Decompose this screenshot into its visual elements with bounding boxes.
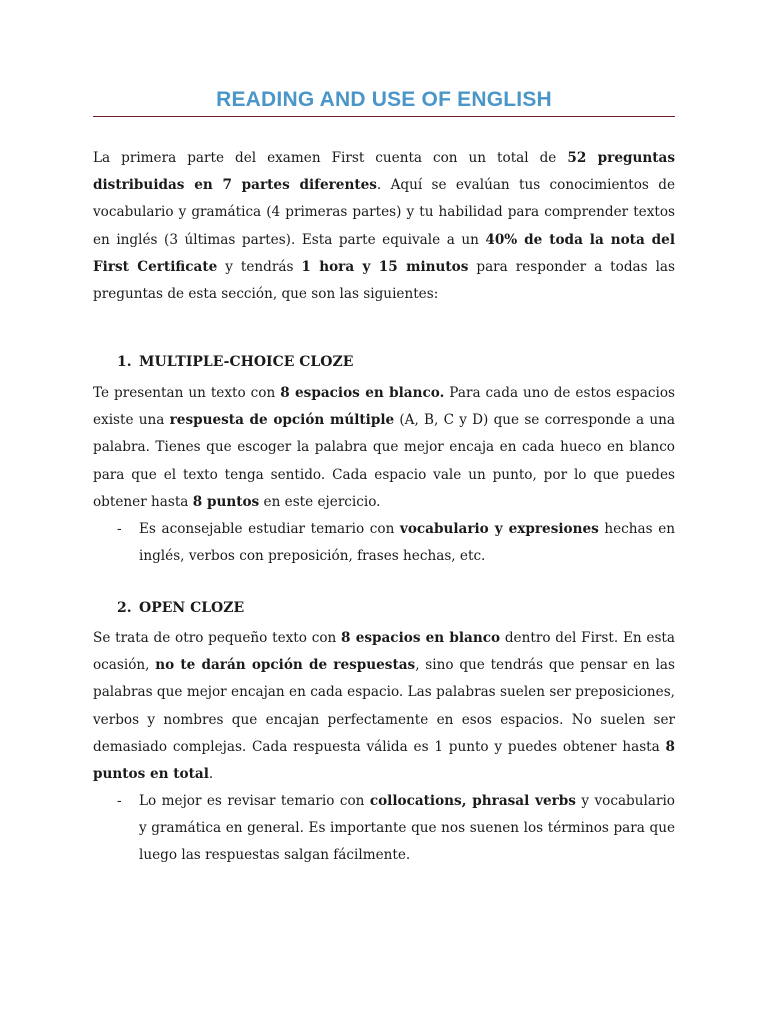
bullet-marker: -: [117, 521, 122, 537]
text-run: , sino que tendrás que pensar en las palabras que mejor encajan en cada espacio. Las palabras suelen ser preposiciones, verbos y nombres que encajan perfectamente en esos espacios. No suelen ser demasiado complejas. Cada respuesta válida es 1 punto y puedes obtener hasta: [93, 657, 675, 755]
section-title: MULTIPLE-CHOICE CLOZE: [139, 354, 354, 370]
emphasized-text: collocations, phrasal verbs: [369, 793, 576, 809]
section-number: 1.: [117, 354, 132, 370]
emphasized-text: 40% de toda la nota del First Certificate: [93, 231, 675, 275]
text-run: y vocabulario y gramática en general. Es importante que nos suenen los términos para que luego las respuestas salgan fácilmente.: [139, 793, 675, 864]
text-run: La primera parte del examen First cuenta con un total de: [93, 150, 568, 166]
section-paragraph-open-cloze: [93, 625, 675, 788]
bullet-item: [117, 516, 675, 570]
text-run: dentro del First. En esta ocasión,: [93, 630, 675, 674]
text-run: . Aquí se evalúan tus conocimientos de vocabulario y gramática (4 primeras partes) y tu habilidad para comprender textos en inglés (3 últimas partes). Esta parte equivale a un: [93, 177, 675, 248]
text-run: y tendrás: [217, 258, 302, 275]
section-title: OPEN CLOZE: [139, 600, 245, 616]
page-title: READING AND USE OF ENGLISH: [216, 88, 552, 112]
text-run: Lo mejor es revisar temario con: [139, 793, 370, 809]
intro-paragraph: [93, 145, 675, 308]
text-run: .: [208, 766, 214, 783]
text-run: en este ejercicio.: [259, 493, 381, 510]
bullet-item: [117, 788, 675, 870]
emphasized-text: 8 puntos en total: [93, 738, 675, 783]
emphasized-text: vocabulario y expresiones: [399, 521, 599, 537]
emphasized-text: respuesta de opción múltiple: [169, 412, 395, 429]
text-run: Para cada uno de estos espacios existe una: [93, 385, 675, 429]
emphasized-text: 8 puntos: [192, 493, 260, 510]
emphasized-text: 52 preguntas distribuidas en 7 partes diferentes: [93, 150, 676, 194]
section-number: 2.: [117, 600, 132, 616]
emphasized-text: 1 hora y 15 minutos: [301, 258, 469, 275]
section-heading-multiple-choice-cloze: [117, 354, 353, 370]
emphasized-text: 8 espacios en blanco: [341, 630, 501, 646]
title-divider: [93, 116, 675, 117]
text-run: Se trata de otro pequeño texto con: [93, 630, 342, 646]
emphasized-text: 8 espacios en blanco.: [280, 385, 445, 401]
section-heading-open-cloze: [117, 600, 244, 616]
text-run: Te presentan un texto con: [93, 385, 281, 401]
emphasized-text: no te darán opción de respuestas: [155, 657, 416, 674]
text-run: Es aconsejable estudiar temario con: [139, 521, 400, 537]
section-paragraph-multiple-choice-cloze: [93, 380, 675, 516]
bullet-text: [139, 516, 675, 570]
text-run: para responder a todas las preguntas de esta sección, que son las siguientes:: [93, 258, 675, 303]
text-run: hechas en inglés, verbos con preposición, frases hechas, etc.: [139, 521, 675, 565]
bullet-marker: -: [117, 793, 122, 809]
text-run: (A, B, C y D) que se corresponde a una palabra. Tienes que escoger la palabra que mejor encaja en cada hueco en blanco para que el texto tenga sentido. Cada espacio vale un punto, por lo que puedes obtener hasta: [93, 412, 675, 510]
bullet-text: [139, 788, 675, 870]
